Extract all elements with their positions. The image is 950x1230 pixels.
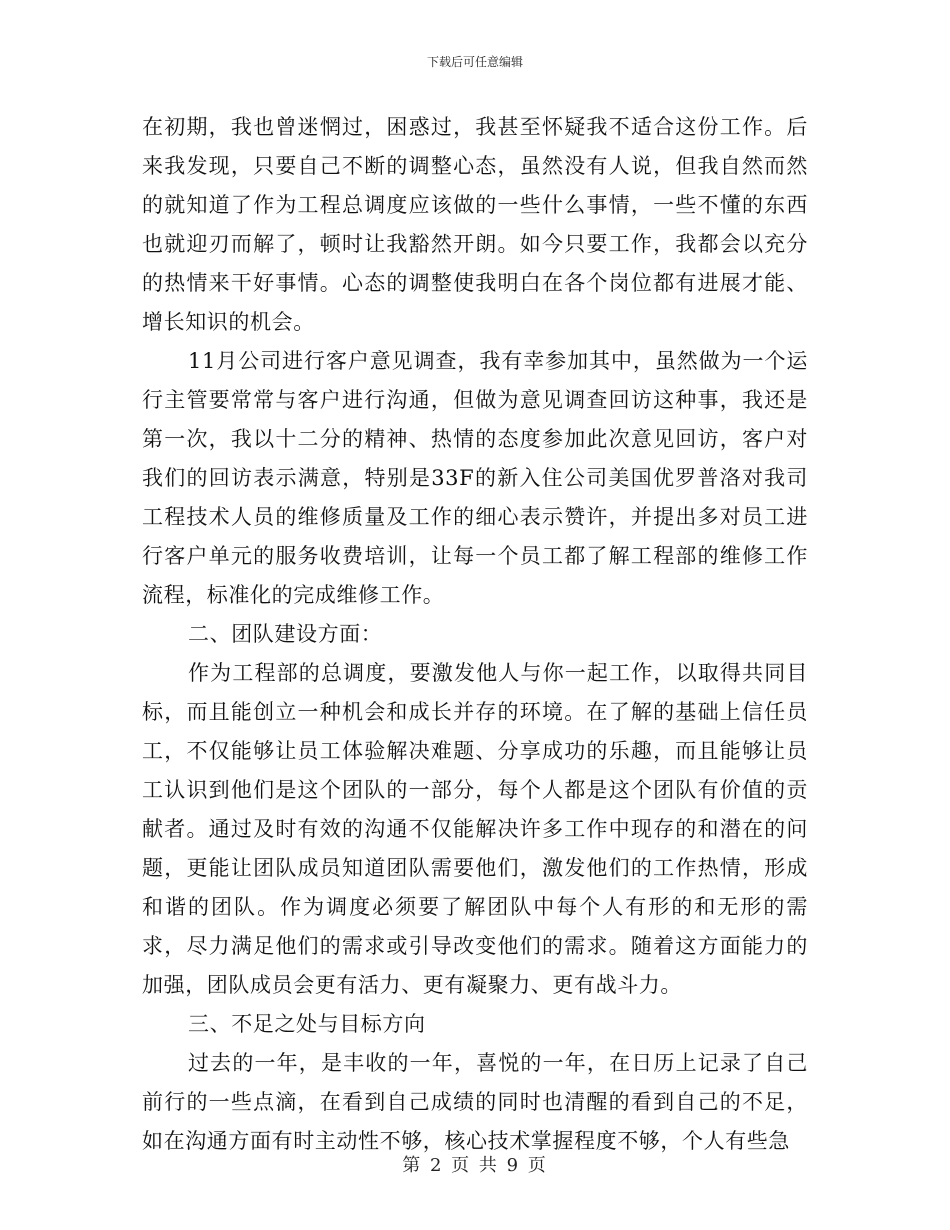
section-heading: 二、团队建设方面： — [188, 622, 383, 646]
body-paragraph: 过去的一年，是丰收的一年，喜悦的一年，在日历上记录了自己前行的一些点滴，在看到自己成绩的同时也清醒的看到自己的不足，如在沟通方面有时主动性不够，核心技术掌握程度不够，个人有些急 — [142, 1051, 808, 1153]
document-body — [142, 108, 808, 1161]
page-header: 下载后可任意编辑 — [426, 55, 523, 69]
page-number: 第 2 页 共 9 页 — [402, 1155, 548, 1176]
body-paragraph: 在初期，我也曾迷惘过，困惑过，我甚至怀疑我不适合这份工作。后来我发现，只要自己不断的调整心态，虽然没有人说，但我自然而然的就知道了作为工程总调度应该做的一些什么事情，一些不懂的东西也就迎刃而解了，顿时让我豁然开朗。如今只要工作，我都会以充分的热情来干好事情。心态的调整使我明白在各个岗位都有进展才能、增长知识的机会。 — [142, 115, 808, 334]
section-heading: 三、不足之处与目标方向 — [188, 1012, 426, 1036]
body-paragraph: 11月公司进行客户意见调查，我有幸参加其中，虽然做为一个运行主管要常常与客户进行沟通，但做为意见调查回访这种事，我还是第一次，我以十二分的精神、热情的态度参加此次意见回访，客户对我们的回访表示满意，特别是33F的新入住公司美国优罗普洛对我司工程技术人员的维修质量及工作的细心表示赞许，并提出多对员工进行客户单元的服务收费培训，让每一个员工都了解工程部的维修工作流程，标准化的完成维修工作。 — [142, 349, 808, 607]
body-paragraph: 作为工程部的总调度，要激发他人与你一起工作，以取得共同目标，而且能创立一种机会和成长并存的环境。在了解的基础上信任员工，不仅能够让员工体验解决难题、分享成功的乐趣，而且能够让员工认识到他们是这个团队的一部分，每个人都是这个团队有价值的贡献者。通过及时有效的沟通不仅能解决许多工作中现存的和潜在的问题，更能让团队成员知道团队需要他们，激发他们的工作热情，形成和谐的团队。作为调度必须要了解团队中每个人有形的和无形的需求，尽力满足他们的需求或引导改变他们的需求。随着这方面能力的加强，团队成员会更有活力、更有凝聚力、更有战斗力。 — [142, 661, 808, 997]
